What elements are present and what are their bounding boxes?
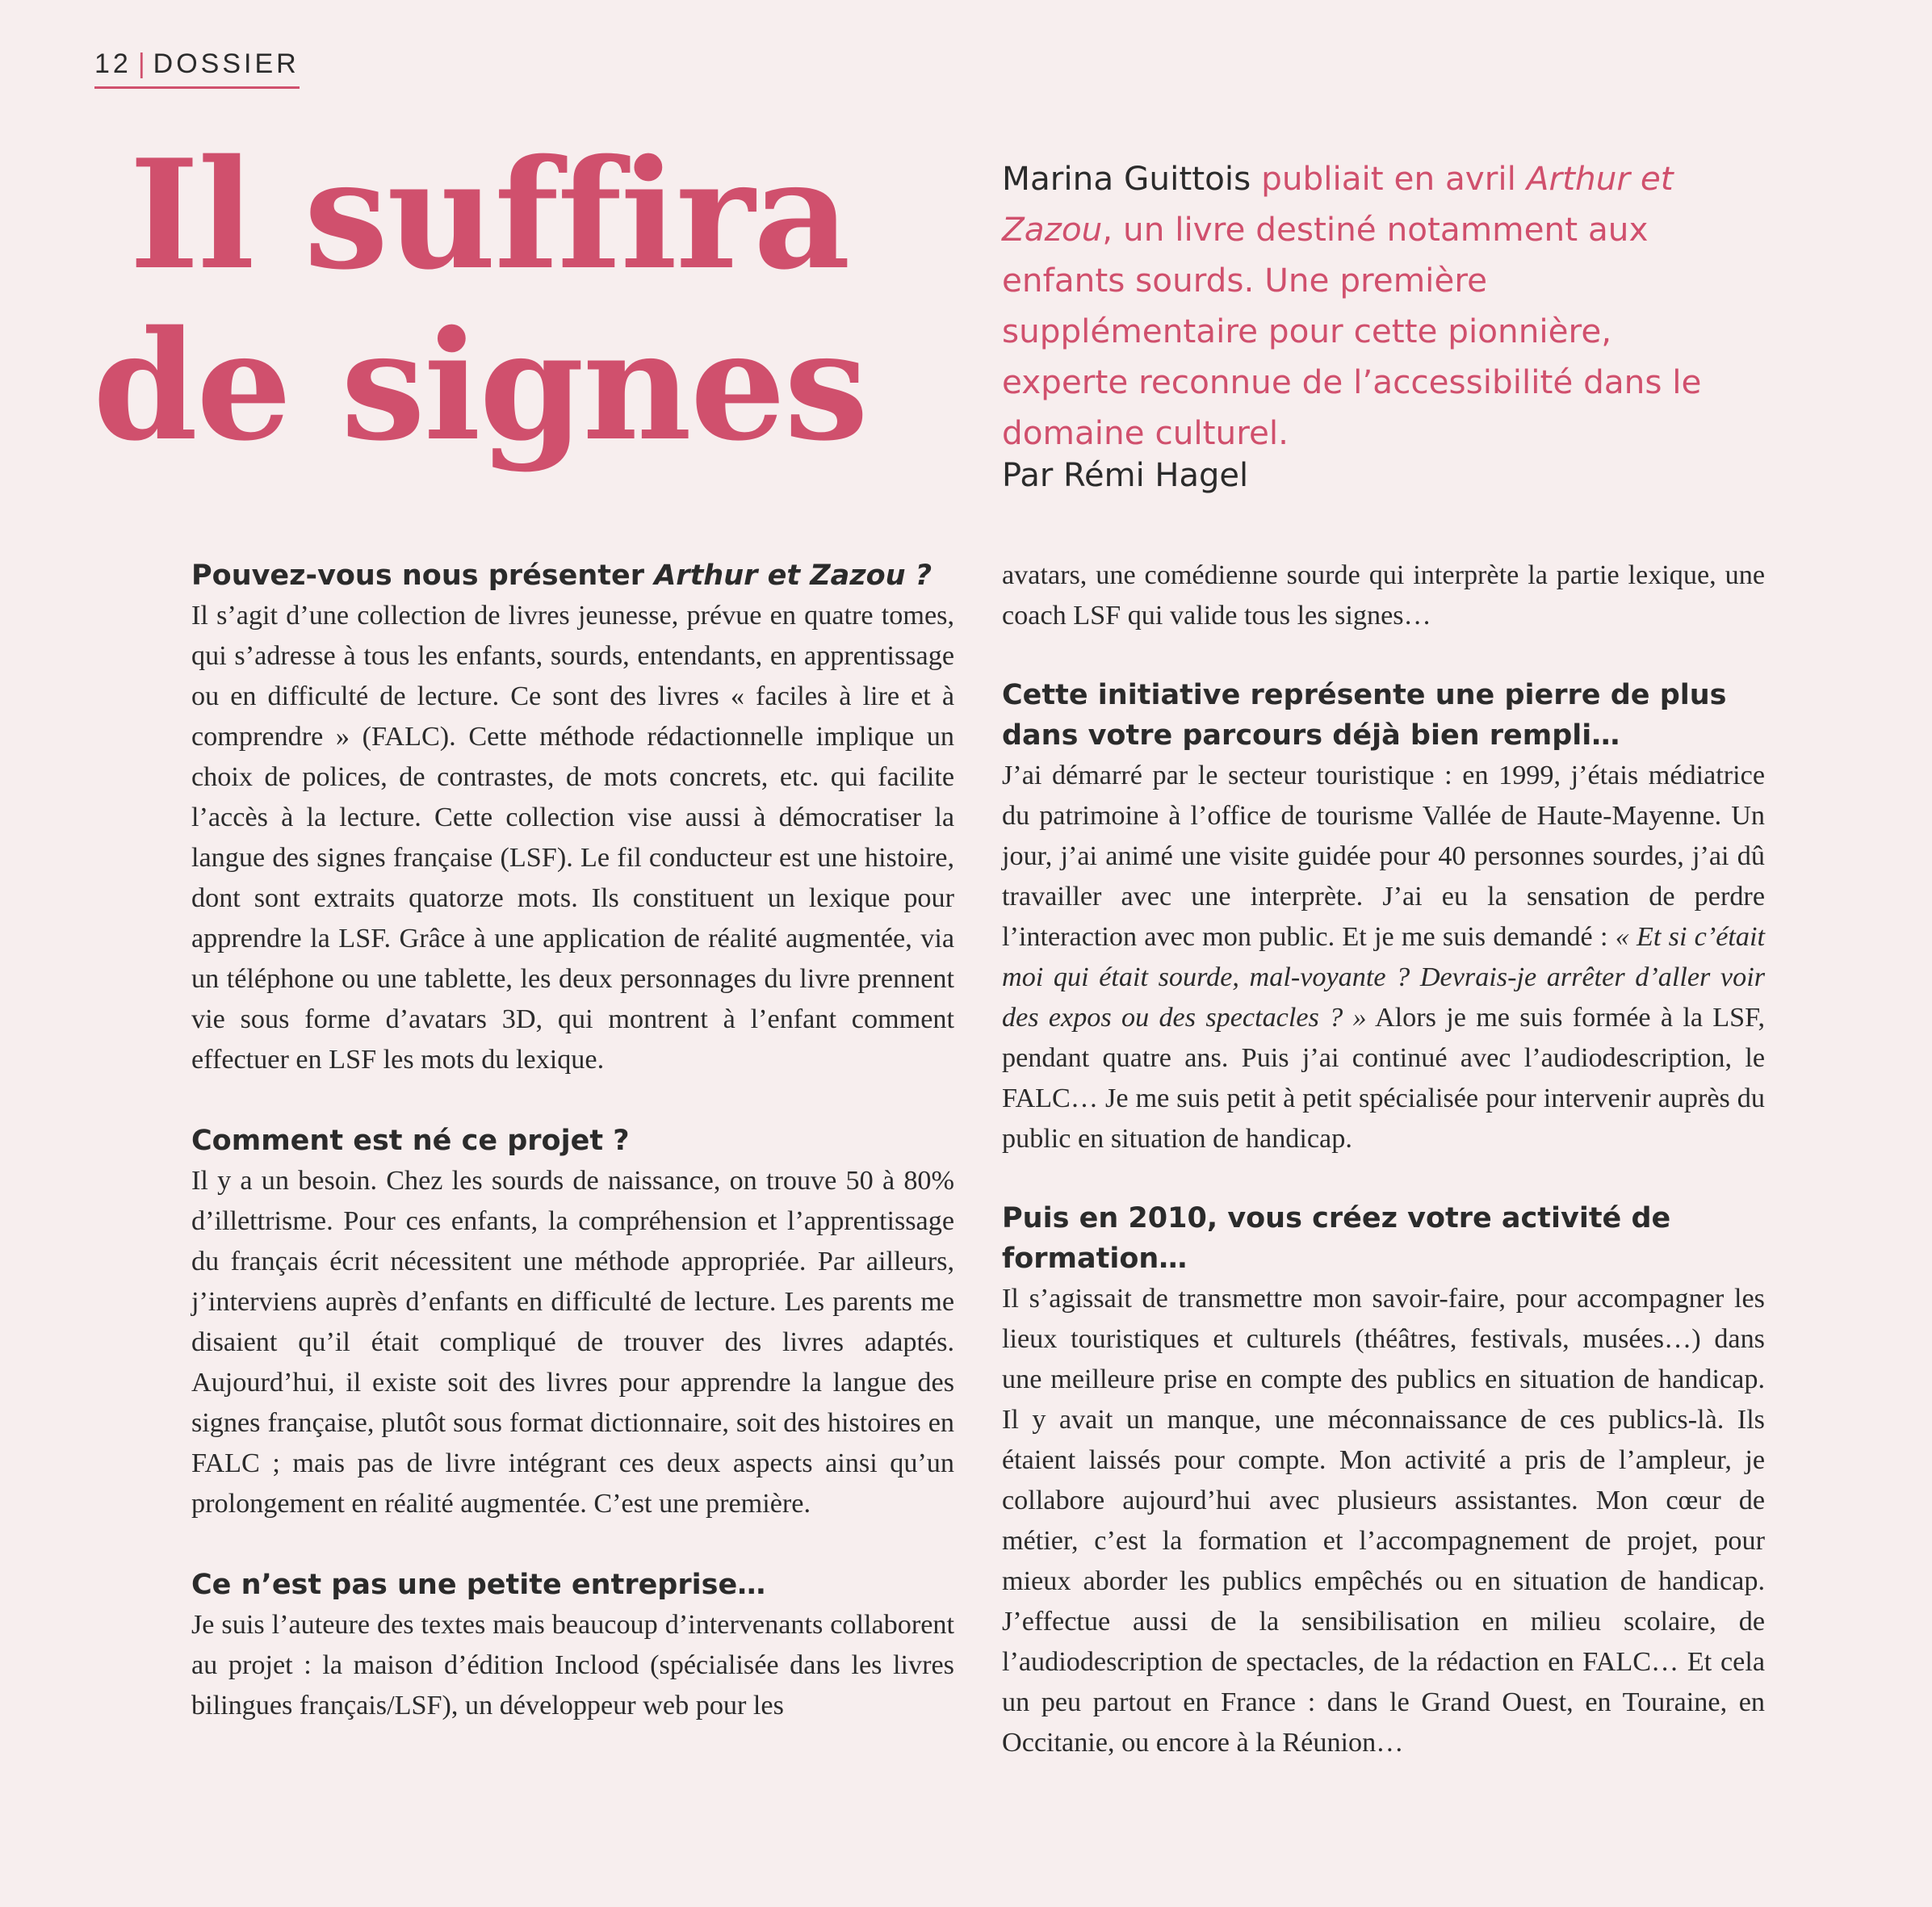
question-3: Ce n’est pas une petite entreprise…	[191, 1569, 766, 1601]
question-2: Comment est né ce projet ?	[191, 1125, 630, 1157]
left-column	[191, 555, 954, 1726]
answer-2: Il y a un besoin. Chez les sourds de naissance, on trouve 50 à 80% d’illettrisme. Pour ces enfants, la compréhension et l’apprentissage du français écrit nécessitent une méthode appropriée. Par ailleurs, j’interviens auprès d’enfants en difficulté de lecture. Les parents me disaient qu’il était compliqué de trouver des livres adaptés. Aujourd’hui, il existe soit des livres pour apprendre la langue des signes française, plutôt sous format dictionnaire, soit des histoires en FALC ; mais pas de livre intégrant ces deux aspects ainsi qu’un prolongement en réalité augmentée. C’est une première.	[191, 1166, 954, 1519]
spacer	[1002, 1159, 1765, 1198]
answer-4-quote: « Et si c’était moi qui était sourde, mal-voyante ? Devrais-je arrêter d’aller voir des expos ou des spectacles ? »	[1002, 922, 1765, 1033]
answer-4-text-1: J’ai démarré par le secteur touristique : en 1999, j’étais médiatrice du patrimoine à l’office de tourisme Vallée de Haute-Mayenne. Un jour, j’ai animé une visite guidée pour 40 personnes sourdes, j’ai dû travailler avec une interprète. J’ai eu la sensation de perdre l’interaction avec mon public. Et je me suis demandé :	[1002, 761, 1765, 952]
lead-paragraph	[1002, 153, 1712, 459]
lead-book-title: Arthur et Zazou	[1002, 159, 1674, 249]
byline: Par Rémi Hagel	[1002, 457, 1249, 494]
spacer	[191, 1524, 954, 1565]
answer-4-text-2: Alors je me suis formée à la LSF, pendant quatre ans. Puis j’ai continué avec l’audiodescription, le FALC… Je me suis petit à petit spécialisée pour intervenir auprès du public en situation de handicap.	[1002, 1003, 1765, 1154]
answer-4	[1002, 756, 1765, 1159]
answer-3-part-1: Je suis l’auteure des textes mais beaucoup d’intervenants collaborent au projet : la maison d’édition Inclood (spécialisée dans les livres bilingues français/LSF), un développeur web pour les	[191, 1610, 954, 1720]
right-column	[1002, 555, 1765, 1763]
title-line-2: de signes	[93, 297, 867, 474]
question-5: Puis en 2010, vous créez votre activité de formation…	[1002, 1202, 1671, 1275]
question-1	[191, 555, 954, 596]
question-4: Cette initiative représente une pierre de plus dans votre parcours déjà bien rempli…	[1002, 679, 1727, 752]
page-number: 12	[94, 48, 132, 79]
folio-separator: |	[137, 48, 145, 79]
title-line-1: Il suffira	[129, 126, 849, 303]
section-label: DOSSIER	[153, 48, 300, 79]
lead-text-1: publiait en avril	[1251, 159, 1527, 198]
lead-text-2: , un livre destiné notamment aux enfants sourds. Une première supplémentaire pour cette pionnière, experte reconnue de l’accessibilité dans le domaine culturel.	[1002, 210, 1702, 452]
page-folio	[94, 48, 300, 89]
answer-1: Il s’agit d’une collection de livres jeunesse, prévue en quatre tomes, qui s’adresse à tous les enfants, sourds, entendants, en apprentissage ou en difficulté de lecture. Ce sont des livres « faciles à lire et à comprendre » (FALC). Cette méthode rédactionnelle implique un choix de polices, de contrastes, de mots concrets, etc. qui facilite l’accès à la lecture. Cette collection vise aussi à démocratiser la langue des signes française (LSF). Le fil conducteur est une histoire, dont sont extraits quatorze mots. Ils constituent un lexique pour apprendre la LSF. Grâce à une application de réalité augmentée, via un téléphone ou une tablette, les deux personnages du livre prennent vie sous forme d’avatars 3D, qui montrent à l’enfant comment effectuer en LSF les mots du lexique.	[191, 601, 954, 1075]
answer-3-part-2: avatars, une comédienne sourde qui interprète la partie lexique, une coach LSF qui valide tous les signes…	[1002, 560, 1765, 631]
lead-author: Marina Guittois	[1002, 159, 1251, 198]
spacer	[191, 1080, 954, 1121]
question-1-text: Pouvez-vous nous présenter	[191, 560, 655, 592]
question-1-italic: Arthur et Zazou ?	[654, 560, 932, 592]
article-title	[93, 126, 867, 474]
answer-5: Il s’agissait de transmettre mon savoir-faire, pour accompagner les lieux touristiques et culturels (théâtres, festivals, musées…) dans une meilleure prise en compte des publics en situation de handicap. Il y avait un manque, une méconnaissance de ces publics-là. Ils étaient laissés pour compte. Mon activité a pris de l’ampleur, je collabore aujourd’hui avec plusieurs assistantes. Mon cœur de métier, c’est la formation et l’accompagnement de projet, pour mieux aborder les publics empêchés ou en situation de handicap. J’effectue aussi de la sensibilisation en milieu scolaire, de l’audiodescription de spectacles, de la rédaction en FALC… Et cela un peu partout en France : dans le Grand Ouest, en Touraine, en Occitanie, ou encore à la Réunion…	[1002, 1284, 1765, 1758]
spacer	[1002, 636, 1765, 675]
